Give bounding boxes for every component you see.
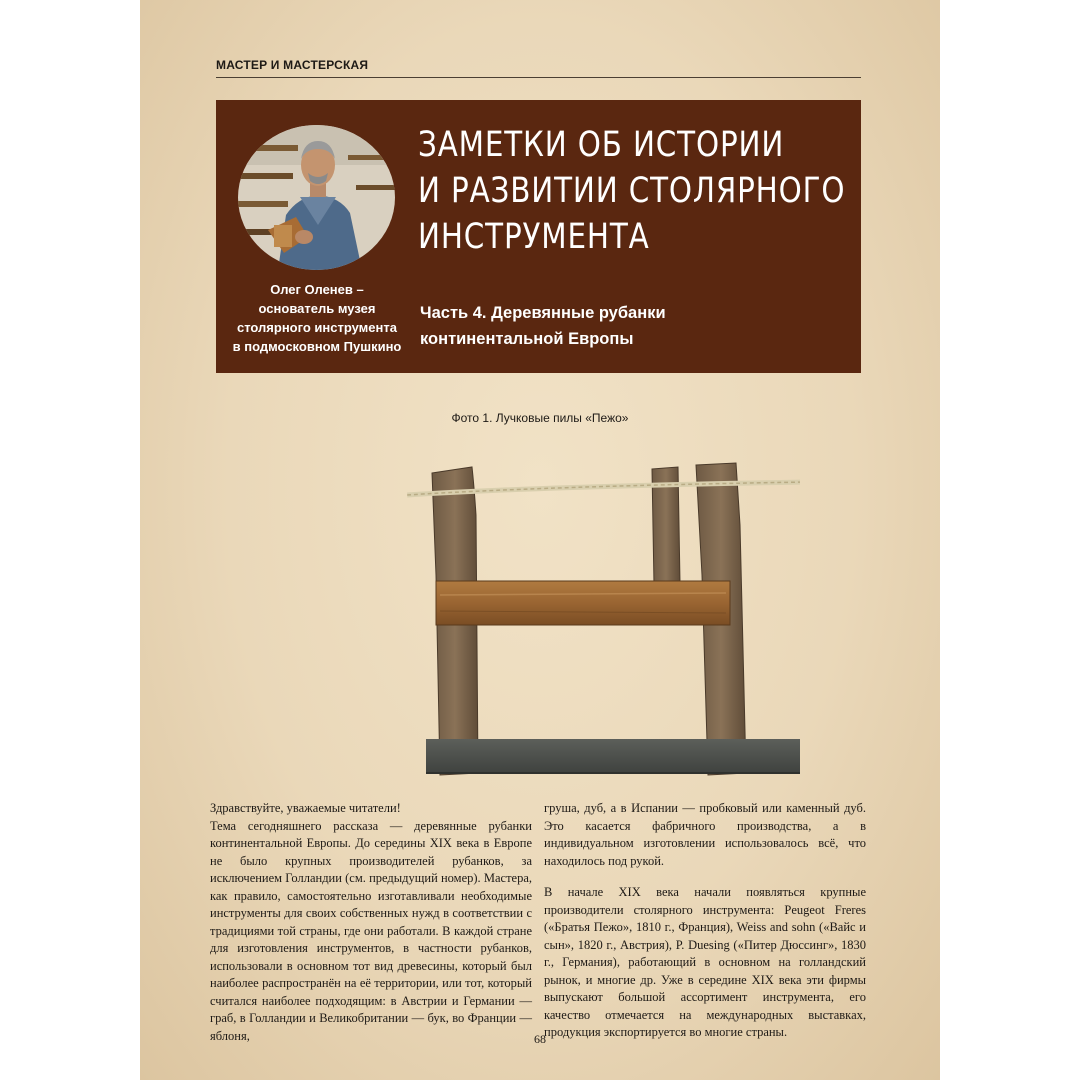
article-column-left (210, 800, 532, 1045)
header-rule (216, 77, 861, 78)
article-paragraph: Тема сегодняшнего рассказа — деревянные рубанки континентальной Европы. До середины XIX века в Европе не было крупных производителей рубанков, за исключением Голландии (см. предыдущий номер). Мастера, как правило, самостоятельно изготавливали необходимые инструменты для своих собственных нужд в соответствии с традициями той страны, где они работали. В каждой стране для изготовления инструментов, в частности рубанков, использовали в основном тот вид древесины, который был наиболее распространён на её территории, или тот, который считался наиболее подходящим: в Австрии и Германии — граб, в Голландии и Великобритании — бук, во Франции — яблоня, (210, 818, 532, 1043)
caption-line: в подмосковном Пушкино (232, 339, 402, 354)
subtitle-line: континентальной Европы (420, 330, 634, 348)
magazine-page (140, 0, 940, 1080)
caption-line: основатель музея (258, 301, 376, 316)
article-column-right (544, 800, 866, 1042)
portrait-caption (232, 280, 402, 356)
article-paragraph: груша, дуб, а в Испании — пробковый или каменный дуб. Это касается фабричного производства, а в индивидуальном изготовлении использовалось всё, что находилось под рукой. (544, 801, 866, 868)
caption-line: столярного инструмента (237, 320, 397, 335)
author-portrait (238, 125, 395, 270)
bow-saw-photo (280, 455, 800, 785)
article-paragraph: В начале XIX века начали появляться крупные производители столярного инструмента: Peugeot Freres («Братья Пежо», 1810 г., Франция), Weiss and sohn («Вайс и сын», 1820 г., Австрия), P. Duesing («Питер Дюссинг», 1830 г., Германия), работающий в основном на голландский рынок, и многие др. Уже в середине XIX века эти фирмы выпускают большой ассортимент инструмента, его качество отмечается на международных выставках, продукция экспортируется во многие страны. (544, 885, 866, 1039)
photo-caption: Фото 1. Лучковые пилы «Пежо» (451, 411, 629, 425)
title-line: ЗАМЕТКИ ОБ ИСТОРИИ (418, 125, 785, 165)
subtitle-line: Часть 4. Деревянные рубанки (420, 304, 666, 322)
section-label: МАСТЕР И МАСТЕРСКАЯ (216, 58, 369, 72)
article-banner (216, 100, 861, 373)
article-subtitle (420, 300, 840, 352)
page-number: 68 (534, 1032, 546, 1046)
article-title (418, 122, 846, 260)
greeting: Здравствуйте, уважаемые читатели! (210, 801, 401, 815)
title-line: ИНСТРУМЕНТА (418, 217, 650, 257)
caption-line: Олег Оленев – (270, 282, 364, 297)
title-line: И РАЗВИТИИ СТОЛЯРНОГО (418, 171, 846, 211)
